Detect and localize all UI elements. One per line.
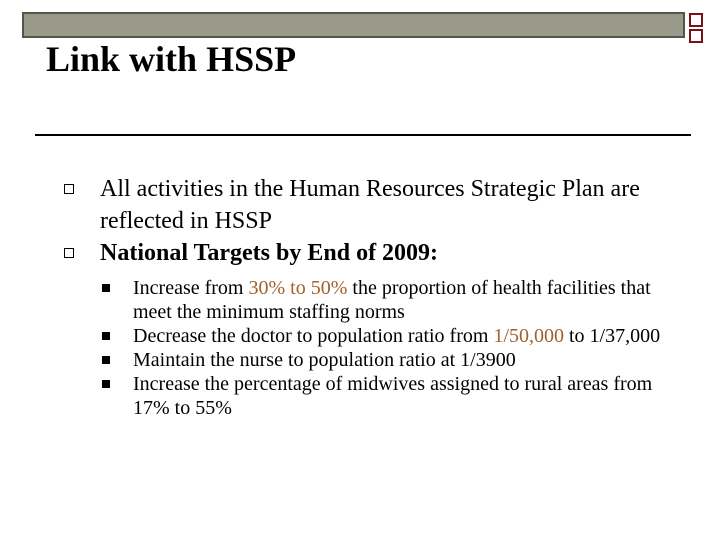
sub-bullet-text-mid: to 1/37,000 bbox=[564, 325, 661, 347]
sub-bullet-text-start: Decrease the doctor to population ratio from bbox=[133, 325, 494, 347]
sub-bullet-text: Increase the percentage of midwives assigned to rural areas from 17% to 55% bbox=[133, 373, 653, 419]
filled-square-bullet-icon bbox=[102, 332, 110, 340]
sub-bullet-item bbox=[133, 348, 673, 372]
bullet-text: National Targets by End of 2009: bbox=[100, 240, 439, 266]
title-divider bbox=[35, 134, 691, 136]
sub-bullet-item bbox=[133, 276, 673, 324]
highlight-connector: to bbox=[285, 277, 311, 299]
corner-square-decoration-lower bbox=[689, 29, 703, 43]
bullet-item bbox=[100, 237, 660, 269]
sub-bullet-item bbox=[133, 372, 673, 420]
sub-bullet-list bbox=[0, 276, 720, 420]
slide-body bbox=[0, 173, 720, 420]
filled-square-bullet-icon bbox=[102, 356, 110, 364]
filled-square-bullet-icon bbox=[102, 284, 110, 292]
corner-square-decoration bbox=[689, 13, 703, 27]
highlight-value: 1/50,000 bbox=[493, 325, 564, 347]
sub-bullet-text-start: Increase from bbox=[133, 277, 249, 299]
highlight-value: 50% bbox=[310, 277, 348, 299]
bullet-text: All activities in the Human Resources Strategic Plan are reflected in HSSP bbox=[100, 176, 640, 234]
hollow-square-bullet-icon bbox=[64, 184, 74, 194]
filled-square-bullet-icon bbox=[102, 380, 110, 388]
bullet-item bbox=[100, 173, 660, 237]
sub-bullet-text-end: the proportion of health facilities that meet the minimum staffing norms bbox=[133, 277, 651, 323]
highlight-value: 30% bbox=[248, 277, 286, 299]
sub-bullet-text: Maintain the nurse to population ratio at 1/3900 bbox=[133, 349, 516, 371]
title-bar-decoration bbox=[22, 12, 685, 38]
slide-title: Link with HSSP bbox=[46, 39, 297, 79]
hollow-square-bullet-icon bbox=[64, 248, 74, 258]
sub-bullet-item bbox=[133, 324, 673, 348]
